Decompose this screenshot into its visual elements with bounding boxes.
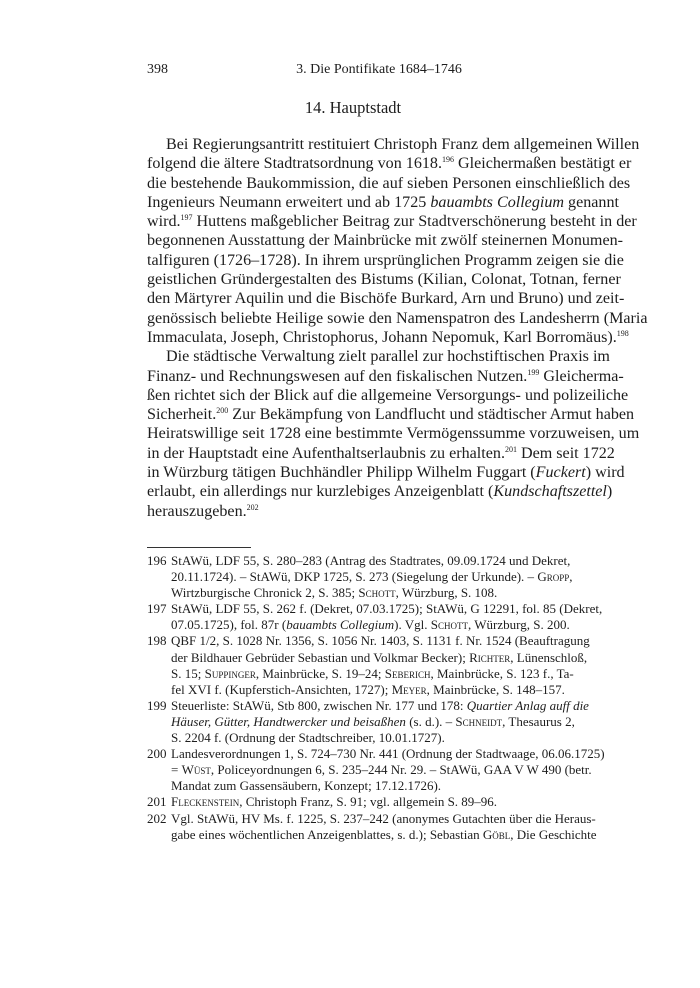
text-run: Bei Regierungsantritt restituiert Christoph Franz dem allgemeinen Willen bbox=[166, 136, 640, 153]
footnote-number: 202 bbox=[147, 810, 167, 826]
footnote-line bbox=[171, 794, 559, 810]
text-run: = bbox=[171, 762, 182, 778]
text-line bbox=[147, 482, 613, 501]
footnote-reference: 196 bbox=[441, 155, 454, 165]
text-run: der Bildhauer Gebrüder Sebastian und Volkmar Becker); bbox=[171, 649, 470, 665]
footnote-line bbox=[171, 778, 559, 794]
text-run: S. 15; bbox=[171, 665, 205, 681]
footnote-line bbox=[171, 713, 575, 730]
text-run: wird. bbox=[147, 213, 181, 231]
footnote bbox=[147, 601, 603, 633]
text-run: , Die Geschichte bbox=[510, 826, 597, 842]
author-name: Schneidt bbox=[455, 713, 503, 729]
italic-text: bauambts Collegium bbox=[286, 617, 395, 633]
text-line bbox=[147, 154, 632, 173]
text-run: ) wird bbox=[585, 464, 625, 482]
text-run: Vgl. StAWü, HV Ms. f. 1225, S. 237–242 (anonymes Gutachten über die Heraus- bbox=[171, 810, 596, 826]
text-line bbox=[147, 347, 610, 366]
text-run: in Würzburg tätigen Buchhändler Philipp Wilhelm Fuggart ( bbox=[147, 464, 536, 482]
author-name: Göbl bbox=[482, 826, 511, 842]
text-run: geistlichen Gründergestalten des Bistums (Kilian, Colonat, Totnan, ferner bbox=[147, 271, 621, 289]
author-name: Gropp bbox=[537, 569, 570, 585]
author-name: Fleckenstein bbox=[171, 794, 240, 810]
text-run: erlaubt, ein allerdings nur kurzlebiges Anzeigenblatt ( bbox=[147, 483, 494, 501]
text-line bbox=[147, 212, 637, 231]
footnote-line bbox=[171, 665, 574, 682]
footnote-line bbox=[171, 810, 596, 827]
footnote bbox=[147, 633, 590, 697]
text-line bbox=[147, 463, 625, 482]
text-run: , Würzburg, S. 108. bbox=[395, 585, 498, 601]
text-run: talfiguren (1726–1728). In ihrem ursprünglichen Programm zeigen sie die bbox=[147, 251, 624, 269]
running-head: 3. Die Pontifikate 1684–1746 bbox=[296, 62, 462, 77]
footnote-line bbox=[171, 633, 590, 649]
text-run: ) bbox=[606, 483, 613, 501]
text-line bbox=[147, 444, 615, 463]
body-text bbox=[147, 135, 648, 521]
footnote bbox=[147, 553, 573, 601]
italic-text: bauambts Collegium bbox=[430, 193, 565, 211]
text-run: Die städtische Verwaltung zielt parallel zur hochstiftischen Praxis im bbox=[166, 348, 610, 366]
footnote bbox=[147, 746, 605, 794]
text-run: (s. d.). – bbox=[405, 713, 456, 729]
text-run: Dem seit 1722 bbox=[516, 444, 615, 462]
author-name: Richter bbox=[469, 649, 511, 665]
text-run: Ingenieurs Neumann erweitert und ab 1725 bbox=[147, 193, 431, 211]
page-header bbox=[147, 62, 559, 82]
text-run: , bbox=[569, 569, 573, 585]
author-name: Suppinger bbox=[204, 665, 256, 681]
text-run: in der Hauptstadt eine Aufenthaltserlaubnis zu erhalten. bbox=[147, 444, 505, 462]
text-run: , Policeyordnungen 6, S. 235–244 Nr. 29. – StAWü, GAA V W 490 (betr. bbox=[210, 762, 592, 778]
paragraph bbox=[147, 347, 640, 521]
text-line bbox=[147, 424, 640, 443]
text-run: , Mainbrücke, S. 19–24; bbox=[255, 665, 385, 681]
text-run: fel XVI f. (Kupferstich-Ansichten, 1727); bbox=[171, 681, 392, 697]
text-run: folgend die ältere Stadtratsordnung von 1618. bbox=[147, 155, 442, 173]
text-run: Gleichermaßen bestätigt er bbox=[453, 155, 632, 173]
footnote-line bbox=[171, 569, 573, 585]
author-name: Schott bbox=[358, 585, 396, 601]
text-run: begonnenen Ausstattung der Mainbrücke mit zwölf steinernen Monumen- bbox=[147, 232, 623, 250]
footnote-number: 197 bbox=[147, 601, 167, 617]
text-run: , Würzburg, S. 200. bbox=[468, 617, 570, 633]
text-line bbox=[147, 193, 619, 212]
text-run: 07.05.1725), fol. 87r ( bbox=[171, 617, 287, 633]
text-line bbox=[147, 367, 624, 386]
italic-text: Häuser, Gütter, Handtwercker und beisaßhen bbox=[171, 713, 406, 729]
footnote-number: 198 bbox=[147, 633, 167, 649]
italic-text: Quartier Anlag auff die bbox=[466, 697, 589, 713]
text-run: Finanz- und Rechnungswesen auf den fiskalischen Nutzen. bbox=[147, 367, 528, 385]
text-run: , Mainbrücke, S. 148–157. bbox=[426, 681, 565, 697]
text-run: genössisch beliebte Heilige sowie den Namenspatron des Landesherrn (Maria bbox=[147, 309, 648, 327]
text-run: StAWü, LDF 55, S. 262 f. (Dekret, 07.03.1725); StAWü, G 12291, fol. 85 (Dekret, bbox=[171, 601, 603, 617]
text-run: Wirtzburgische Chronick 2, S. 385; bbox=[171, 585, 359, 601]
text-line bbox=[147, 328, 629, 347]
text-run: ßen richtet sich der Blick auf die allgemeine Versorgungs- und polizeiliche bbox=[147, 386, 629, 404]
text-run: Zur Bekämpfung von Landflucht und städtischer Armut haben bbox=[228, 406, 635, 424]
text-run: Gleicherma- bbox=[539, 367, 624, 385]
text-line bbox=[147, 270, 621, 289]
footnote-line bbox=[171, 553, 571, 569]
footnote-reference: 200 bbox=[216, 406, 229, 416]
footnote-reference: 198 bbox=[616, 328, 629, 338]
paragraph bbox=[147, 135, 648, 347]
text-run: Steuerliste: StAWü, Stb 800, zwischen Nr. 177 und 178: bbox=[171, 697, 467, 713]
text-run: Immaculata, Joseph, Christophorus, Johann Nepomuk, Karl Borromäus). bbox=[147, 328, 617, 346]
footnote-line bbox=[171, 601, 603, 617]
footnote-line bbox=[171, 826, 597, 843]
footnote bbox=[147, 794, 559, 810]
text-line bbox=[147, 231, 623, 250]
footnote-line bbox=[171, 617, 570, 633]
footnote-separator bbox=[147, 547, 251, 548]
footnote-line bbox=[171, 730, 559, 746]
footnote-number: 196 bbox=[147, 553, 167, 568]
text-run: die bestehende Baukommission, die auf sieben Personen einschließlich des bbox=[147, 174, 631, 192]
text-line bbox=[147, 174, 631, 193]
text-run: , Christoph Franz, S. 91; vgl. allgemein S. 89–96. bbox=[239, 794, 498, 810]
text-line bbox=[147, 386, 629, 405]
text-run: S. 2204 f. (Ordnung der Stadtschreiber, 10.01.1727). bbox=[171, 730, 445, 746]
text-line bbox=[147, 405, 635, 424]
text-run: ). Vgl. bbox=[394, 617, 431, 633]
footnote-line bbox=[171, 697, 589, 714]
text-run: Sicherheit. bbox=[147, 406, 217, 424]
footnote-line bbox=[171, 746, 605, 762]
footnote-number: 200 bbox=[147, 746, 167, 762]
author-name: Schott bbox=[430, 617, 469, 633]
footnote-reference: 197 bbox=[180, 213, 193, 223]
text-run: , Mainbrücke, S. 123 f., Ta- bbox=[430, 665, 574, 681]
section-title: 14. Hauptstadt bbox=[304, 98, 402, 117]
page-number: 398 bbox=[147, 62, 168, 77]
text-line bbox=[147, 502, 559, 521]
author-name: Meyer bbox=[391, 681, 427, 697]
text-run: Huttens maßgeblicher Beitrag zur Stadtverschönerung besteht in der bbox=[192, 213, 637, 231]
footnote-line bbox=[171, 681, 565, 698]
text-run: Mandat zum Gassensäubern, Konzept; 17.12.1726). bbox=[171, 778, 442, 794]
text-run: genannt bbox=[564, 193, 619, 211]
text-line bbox=[147, 135, 640, 154]
author-name: Wüst bbox=[181, 762, 211, 778]
text-run: Landesverordnungen 1, S. 724–730 Nr. 441 (Ordnung der Stadtwaage, 06.06.1725) bbox=[171, 746, 605, 762]
text-run: QBF 1/2, S. 1028 Nr. 1356, S. 1056 Nr. 1403, S. 1131 f. Nr. 1524 (Beauftragung bbox=[171, 633, 590, 649]
text-run: , Thesaurus 2, bbox=[502, 713, 575, 729]
footnote-reference: 199 bbox=[527, 367, 540, 377]
italic-text: Fuckert bbox=[535, 464, 586, 482]
text-run: Heiratswillige seit 1728 eine bestimmte Vermögenssumme vorzuweisen, um bbox=[147, 425, 640, 443]
text-run: herauszugeben. bbox=[147, 502, 247, 520]
text-run: StAWü, LDF 55, S. 280–283 (Antrag des Stadtrates, 09.09.1724 und Dekret, bbox=[171, 553, 571, 568]
footnote bbox=[147, 810, 597, 843]
footnote-line bbox=[171, 649, 588, 666]
footnote-number: 199 bbox=[147, 697, 167, 713]
text-run: 20.11.1724). – StAWü, DKP 1725, S. 273 (Siegelung der Urkunde). – bbox=[171, 569, 538, 585]
footnote-reference: 202 bbox=[246, 502, 259, 512]
footnote-reference: 201 bbox=[504, 444, 517, 454]
author-name: Seberich bbox=[384, 665, 431, 681]
footnote-number: 201 bbox=[147, 794, 167, 810]
text-line bbox=[147, 251, 624, 270]
text-run: den Märtyrer Aquilin und die Bischöfe Burkard, Arn und Bruno) und zeit- bbox=[147, 290, 625, 308]
text-line bbox=[147, 309, 648, 328]
text-run: gabe eines wöchentlichen Anzeigenblattes, s. d.); Sebastian bbox=[171, 826, 483, 842]
footnote-line bbox=[171, 762, 592, 778]
text-line bbox=[147, 289, 625, 308]
footnotes bbox=[147, 553, 605, 843]
text-run: , Lünenschloß, bbox=[510, 649, 588, 665]
footnote-line bbox=[171, 585, 559, 601]
footnote bbox=[147, 697, 589, 746]
italic-text: Kundschaftszettel bbox=[493, 483, 607, 501]
